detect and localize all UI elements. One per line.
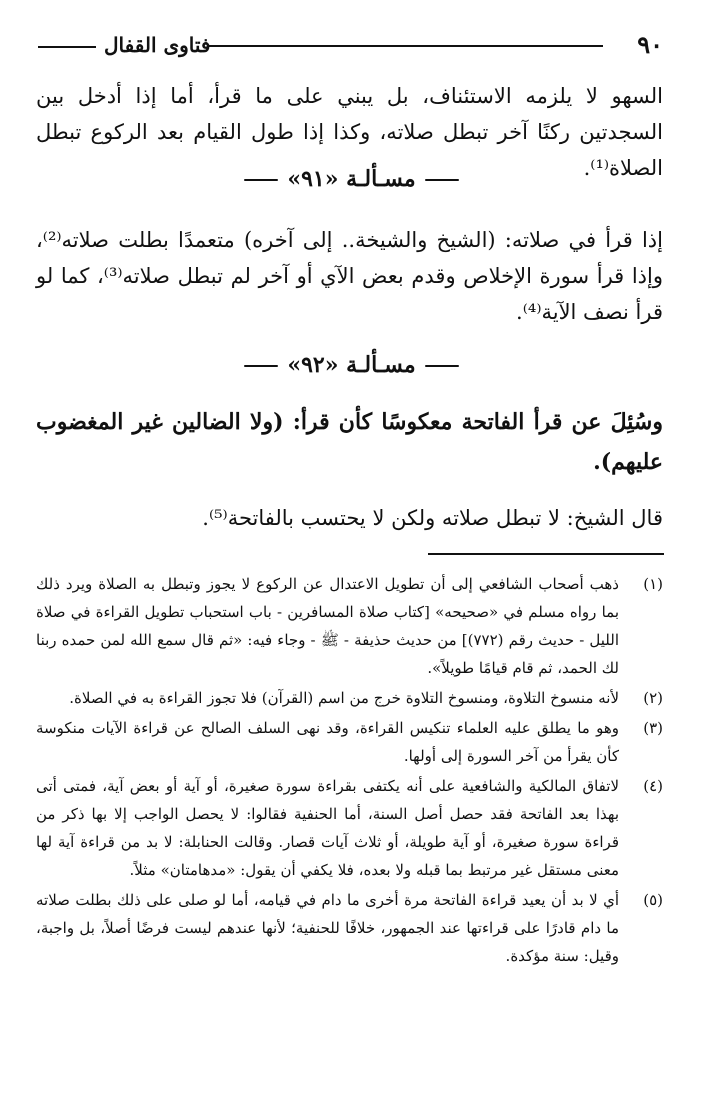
footnote-text: وهو ما يطلق عليه العلماء تنكيس القراءة، وقد نهى السلف الصالح عن قراءة الآيات منكوسة كأن يقرأ من آخر السورة إلى أولها.: [36, 719, 619, 765]
paragraph-1: السهو لا يلزمه الاستئناف، بل يبني على ما قرأ، أما إذا أدخل بين السجدتين ركنًا آخر تبطل صلاته، وكذا إذا طول القيام بعد الركوع تبطل الصلاة⁽¹⁾.: [36, 84, 663, 180]
question-paragraph: وسُئِلَ عن قرأ الفاتحة معكوسًا كأن قرأ: (ولا الضالين غير المغضوب عليهم).: [36, 409, 663, 475]
footnote-divider: [428, 553, 664, 555]
section-heading-92: [0, 352, 703, 378]
book-title: فتاوى القفال: [38, 30, 218, 60]
footnote-5: [36, 886, 663, 970]
footnote-4: [36, 772, 663, 884]
footnote-text: ذهب أصحاب الشافعي إلى أن تطويل الاعتدال عن الركوع لا يجوز وتبطل به الصلاة ويرد ذلك بما رواه مسلم في «صحيحه» [كتاب صلاة المسافرين - باب استحباب تطويل القراءة في صلاة الليل - حديث رقم (٧٧٢)] من حديث حذيفة - ﷺ - وجاء فيه: «ثم قال سمع الله لمن حمده ربنا لك الحمد، ثم قام قيامًا طويلاً».: [36, 575, 619, 677]
page-header: [38, 30, 663, 64]
footnotes: [36, 570, 663, 972]
page-number: ٩٠: [637, 30, 663, 59]
footnote-text: لأنه منسوخ التلاوة، ومنسوخ التلاوة خرج من اسم (القرآن) فلا تجوز القراءة به في الصلاة.: [69, 689, 619, 707]
section-heading-91: [0, 166, 703, 192]
ornament-left: [425, 365, 459, 367]
section-91-title: مسـألـة «٩١»: [287, 166, 416, 192]
paragraph-2: إذا قرأ في صلاته: (الشيخ والشيخة.. إلى آخره) متعمدًا بطلت صلاته⁽²⁾، وإذا قرأ سورة الإخلاص وقدم بعض الآي أو آخر لم تبطل صلاته⁽³⁾، كما لو قرأ نصف الآية⁽⁴⁾.: [36, 228, 663, 324]
section-92-title: مسـألـة «٩٢»: [287, 352, 416, 378]
header-rule: [208, 45, 603, 47]
footnote-number: (٥): [643, 891, 663, 909]
ornament-left: [425, 179, 459, 181]
footnote-number: (٤): [643, 777, 663, 795]
ornament-right: [244, 365, 278, 367]
footnote-text: لاتفاق المالكية والشافعية على أنه يكتفى بقراءة سورة صغيرة، أو آية أو بعض آية، فمتى أتى بهذا بعد الفاتحة فقد حصل أصل السنة، أما الحنفية فقالوا: لا يحصل الواجب إلا بها ذكر من قراءة سورة صغيرة، أو آية طويلة، أو ثلاث آيات قصار. وقالت الحنابلة: لا بد من قراءة آية لها معنى مستقل غير مرتبط بما قبله ولا بعده، فلا يكفي أن يقول: «مدهامتان» مثلاً.: [36, 777, 619, 879]
footnote-3: [36, 714, 663, 770]
footnote-number: (٢): [643, 689, 663, 707]
ornament-right: [244, 179, 278, 181]
footnote-text: أي لا بد أن يعيد قراءة الفاتحة مرة أخرى ما دام في قيامه، أما لو صلى على ذلك بطلت صلاته ما دام قادرًا على قراءتها عند الجمهور، خلافًا للحنفية؛ لأنها عندهم ليست فرضًا أصلاً، بل واجبة، وقيل: سنة مؤكدة.: [36, 891, 619, 965]
answer-paragraph: قال الشيخ: لا تبطل صلاته ولكن لا يحتسب بالفاتحة⁽⁵⁾.: [202, 506, 663, 530]
footnote-number: (٣): [643, 719, 663, 737]
footnote-1: [36, 570, 663, 682]
footnote-number: (١): [643, 575, 663, 593]
footnote-2: [36, 684, 663, 712]
